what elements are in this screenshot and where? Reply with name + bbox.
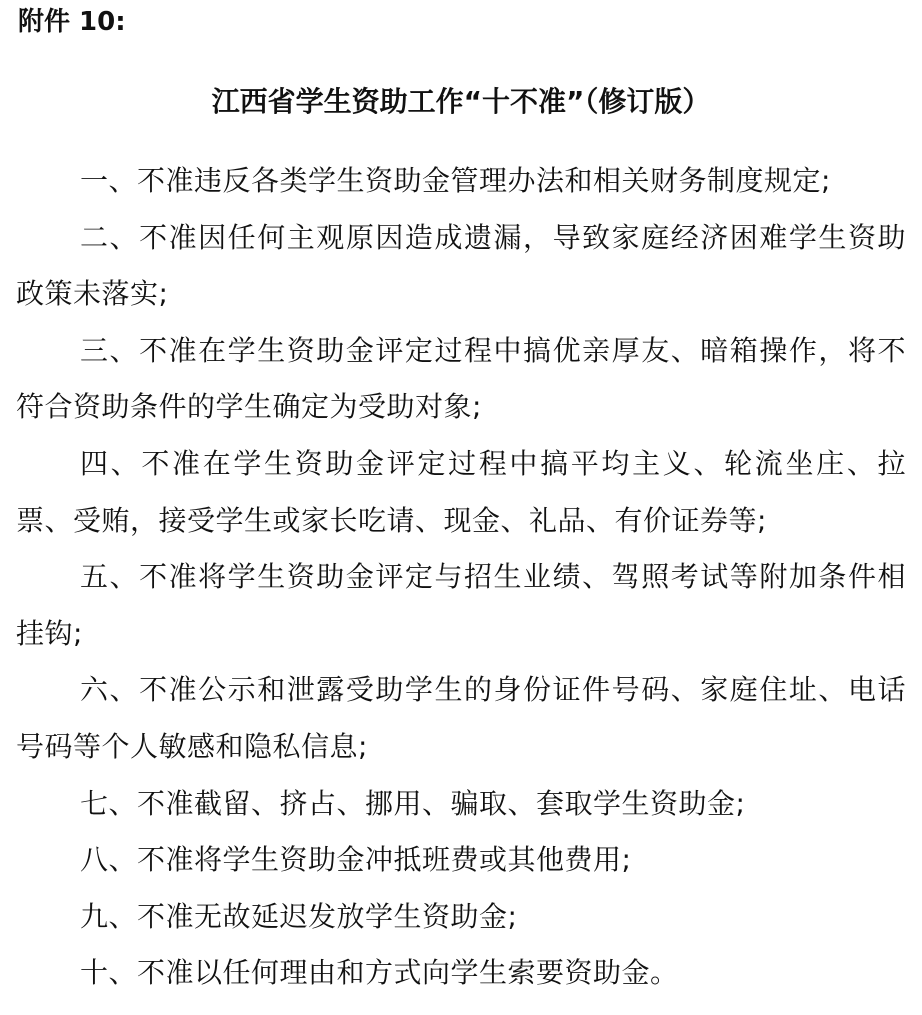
rule-item-9: 九、不准无故延迟发放学生资助金; [80, 899, 518, 933]
rule-item-4: 四、不准在学生资助金评定过程中搞平均主义、轮流坐庄、拉票、受贿，接受学生或家长吃请、现金、礼品、有价证券等; [16, 446, 906, 537]
rule-item-7: 七、不准截留、挤占、挪用、骗取、套取学生资助金; [80, 786, 746, 820]
attachment-label: 附件 10: [18, 7, 126, 37]
rule-item-5: 五、不准将学生资助金评定与招生业绩、驾照考试等附加条件相挂钩; [16, 560, 906, 650]
rule-item-10: 十、不准以任何理由和方式向学生索要资助金。 [80, 956, 679, 990]
rule-item-8: 八、不准将学生资助金冲抵班费或其他费用; [80, 843, 632, 877]
rule-item-1: 一、不准违反各类学生资助金管理办法和相关财务制度规定; [80, 164, 831, 197]
rule-item-3: 三、不准在学生资助金评定过程中搞优亲厚友、暗箱操作，将不符合资助条件的学生确定为受助对象; [16, 333, 906, 424]
document-title: 江西省学生资助工作“十不准”（修订版） [211, 85, 711, 118]
rule-item-2: 二、不准因任何主观原因造成遗漏，导致家庭经济困难学生资助政策未落实; [16, 220, 906, 311]
rule-item-6: 六、不准公示和泄露受助学生的身份证件号码、家庭住址、电话号码等个人敏感和隐私信息; [16, 673, 906, 763]
rules-list [16, 153, 906, 1002]
